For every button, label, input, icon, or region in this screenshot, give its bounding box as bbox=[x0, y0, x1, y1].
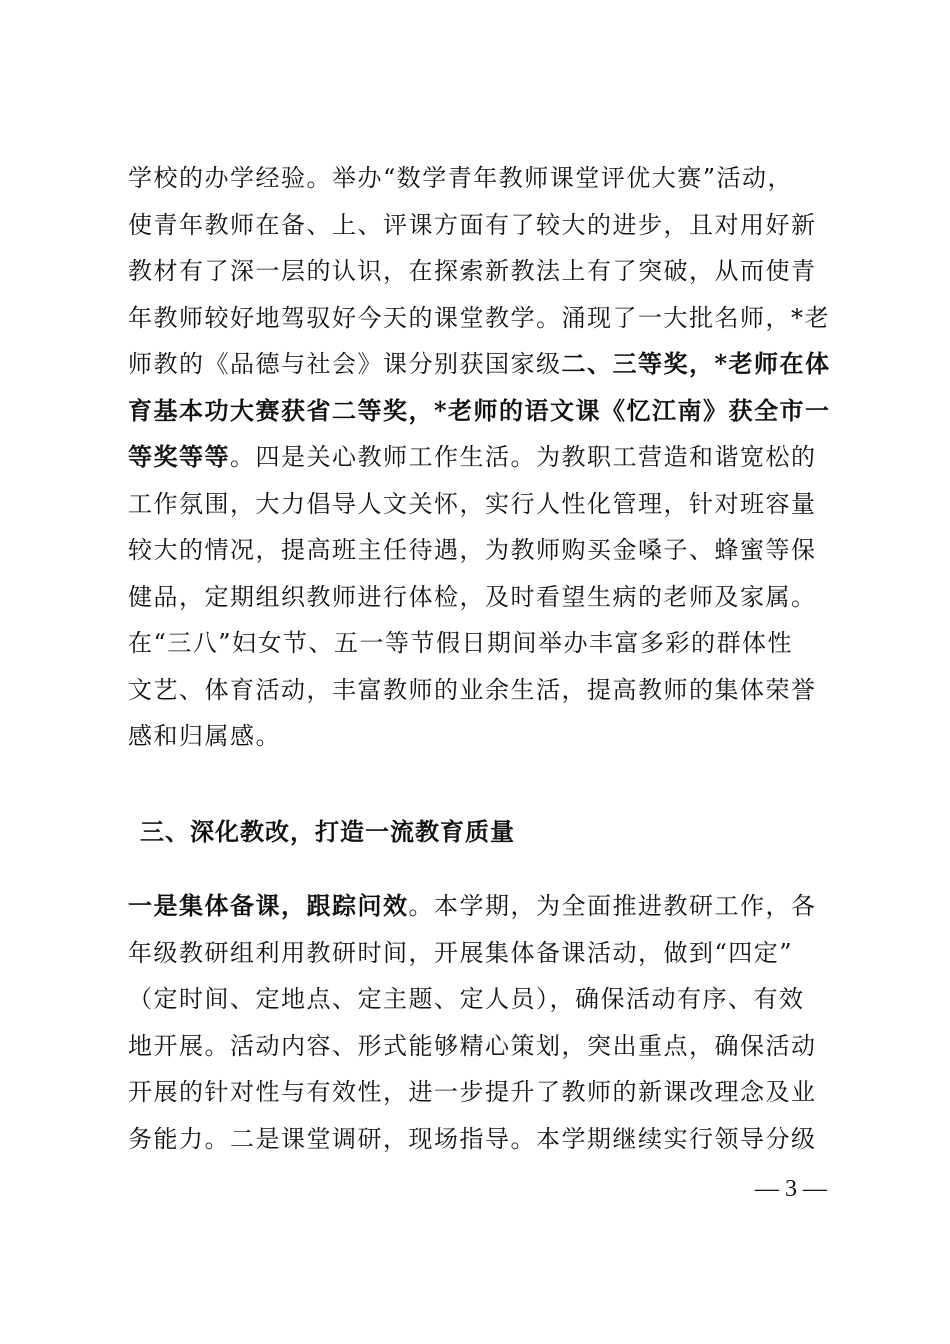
text-run: 年教师较好地驾驭好今天的课堂教学。涌现了一大批名师，*老 bbox=[128, 303, 830, 332]
text-line bbox=[128, 574, 828, 621]
bold-text-run: 二、三等奖，*老师在体 bbox=[561, 349, 831, 378]
text-run: 感和归属感。 bbox=[128, 722, 281, 750]
text-line bbox=[128, 1069, 828, 1116]
text-line bbox=[128, 1023, 828, 1070]
text-run: 师教的《品德与社会》课分别获国家级 bbox=[128, 350, 562, 378]
text-run: （定时间、定地点、定主题、定人员），确保活动有序、有效 bbox=[128, 985, 805, 1013]
text-run: 较大的情况，提高班主任待遇，为教师购买金嗓子、蜂蜜等保 bbox=[128, 536, 817, 564]
bold-text-run: 等奖等等 bbox=[128, 442, 230, 471]
text-line bbox=[128, 434, 828, 481]
page-number: — 3 — bbox=[755, 1176, 827, 1202]
text-run: 开展的针对性与有效性，进一步提升了教师的新课改理念及业 bbox=[128, 1078, 817, 1106]
text-run: 地开展。活动内容、形式能够精心策划，突出重点，确保活动 bbox=[128, 1031, 817, 1060]
text-line bbox=[128, 930, 828, 977]
text-run: 学校的办学经验。举办“数学青年教师课堂评优大赛”活动， bbox=[128, 164, 794, 192]
text-line bbox=[128, 481, 828, 528]
text-run: 使青年教师在备、上、评课方面有了较大的进步，且对用好新 bbox=[128, 210, 817, 239]
text-line bbox=[128, 527, 828, 574]
text-line bbox=[128, 667, 828, 714]
text-run: 健品，定期组织教师进行体检，及时看望生病的老师及家属。 bbox=[128, 582, 817, 611]
text-line bbox=[128, 1116, 828, 1163]
section-heading: 三、深化教改，打造一流教育质量 bbox=[140, 817, 515, 846]
text-line bbox=[128, 341, 831, 388]
text-line bbox=[128, 713, 828, 760]
bold-text-run: 育基本功大赛获省二等奖，*老师的语文课《忆江南》获全市一 bbox=[128, 395, 831, 425]
text-line bbox=[128, 976, 828, 1023]
text-line bbox=[128, 388, 831, 435]
text-run: 文艺、体育活动，丰富教师的业余生活，提高教师的集体荣誉 bbox=[128, 675, 817, 704]
text-line bbox=[128, 620, 828, 667]
body-paragraph-2 bbox=[128, 883, 828, 1162]
text-line bbox=[128, 883, 828, 930]
bold-text-run: 一是集体备课，跟踪问效 bbox=[128, 891, 409, 920]
text-line bbox=[128, 202, 828, 249]
text-run: 。四是关心教师工作生活。为教职工营造和谐宽松的 bbox=[230, 443, 817, 471]
text-run: 工作氛围，大力倡导人文关怀，实行人性化管理，针对班容量 bbox=[128, 489, 817, 518]
text-line bbox=[128, 155, 828, 202]
body-paragraph-1 bbox=[128, 155, 831, 760]
text-line bbox=[128, 248, 828, 295]
text-line bbox=[128, 295, 828, 342]
text-run: 务能力。二是课堂调研，现场指导。本学期继续实行领导分级 bbox=[128, 1124, 817, 1153]
text-run: 教材有了深一层的认识，在探索新教法上有了突破，从而使青 bbox=[128, 257, 817, 285]
text-run: 年级教研组利用教研时间，开展集体备课活动，做到“四定” bbox=[128, 938, 794, 967]
text-run: 在“三八”妇女节、五一等节假日期间举办丰富多彩的群体性 bbox=[128, 629, 794, 657]
text-run: 。本学期，为全面推进教研工作，各 bbox=[408, 892, 817, 920]
